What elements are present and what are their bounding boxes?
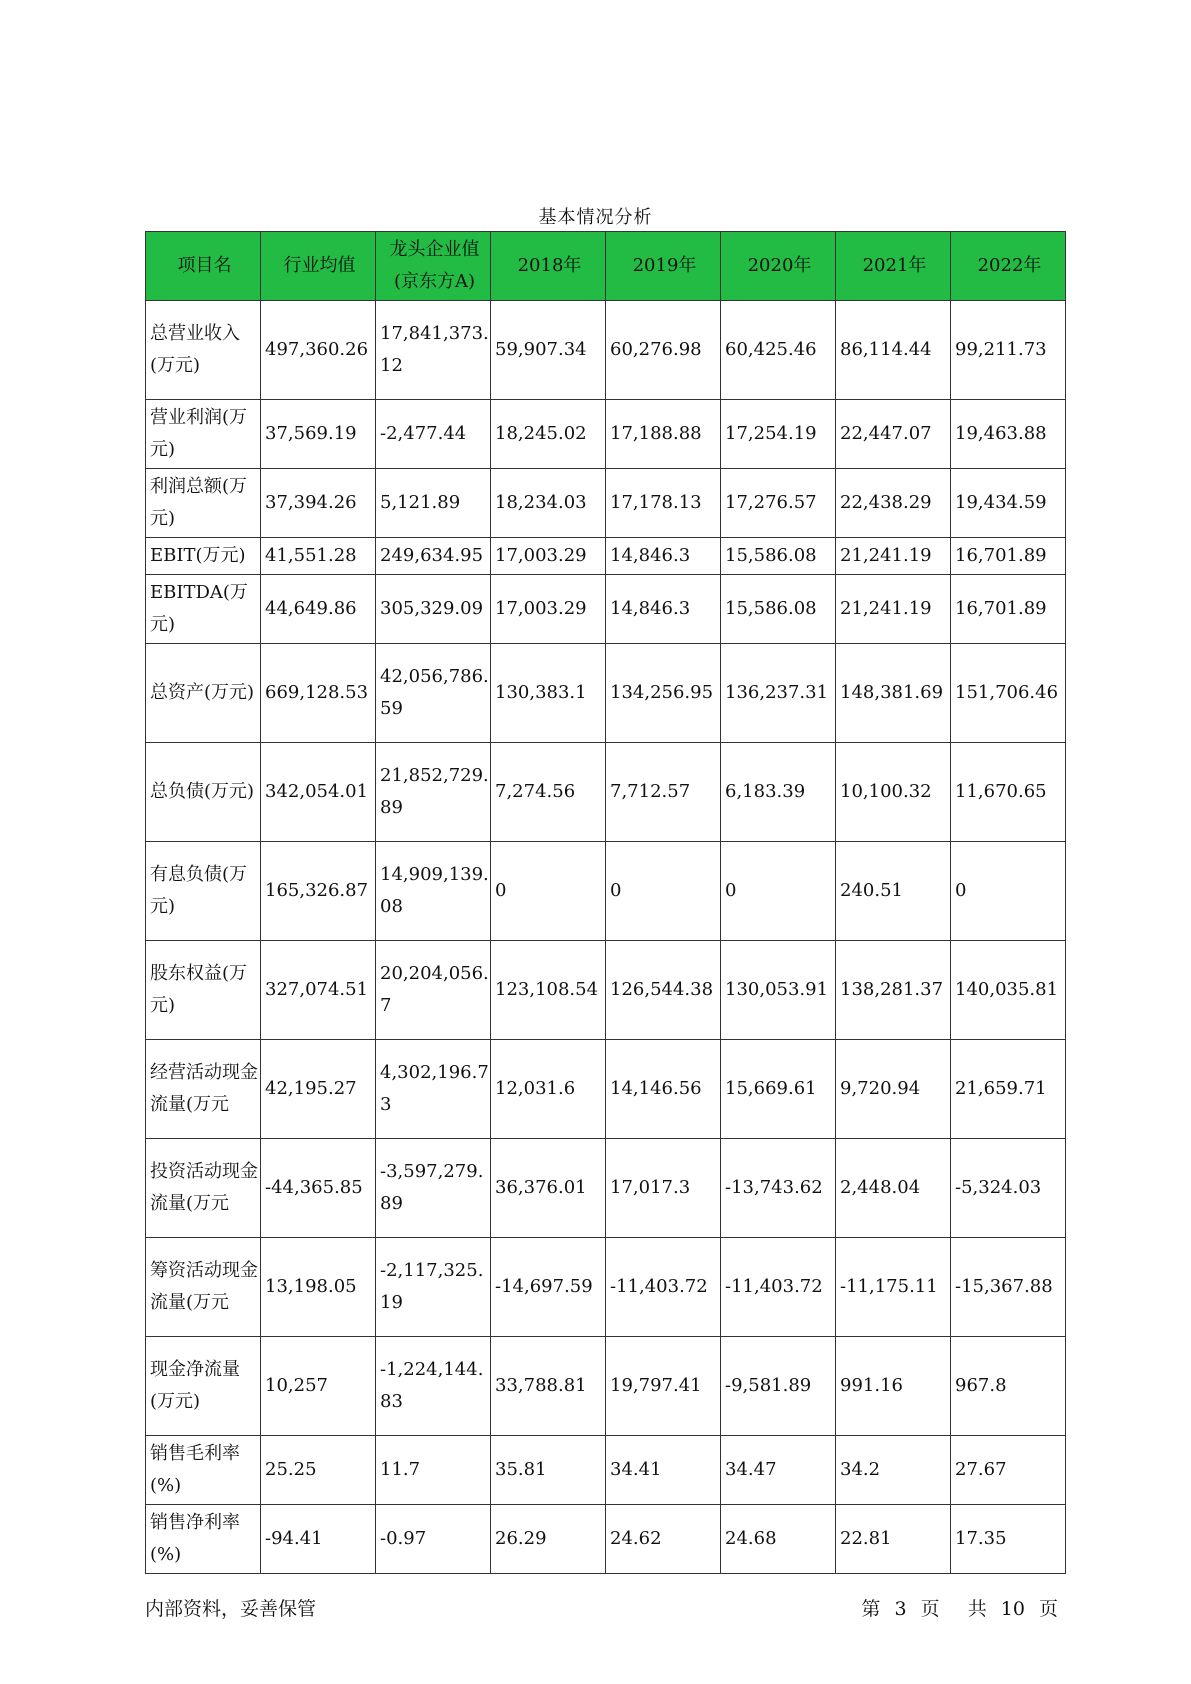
table-row bbox=[146, 538, 1066, 575]
row-label: 股东权益(万元) bbox=[146, 941, 261, 1040]
table-cell: 4,302,196.73 bbox=[376, 1040, 491, 1139]
table-cell: 17,003.29 bbox=[491, 575, 606, 644]
table-cell: 9,720.94 bbox=[836, 1040, 951, 1139]
table-cell: 37,569.19 bbox=[261, 400, 376, 469]
table-cell: 22.81 bbox=[836, 1505, 951, 1574]
table-cell: 34.2 bbox=[836, 1436, 951, 1505]
total-pages: 10 bbox=[1000, 1598, 1025, 1620]
table-row bbox=[146, 644, 1066, 743]
table-row bbox=[146, 575, 1066, 644]
table-cell: 26.29 bbox=[491, 1505, 606, 1574]
table-cell: -94.41 bbox=[261, 1505, 376, 1574]
table-cell: 0 bbox=[606, 842, 721, 941]
header-cell: 行业均值 bbox=[261, 232, 376, 301]
table-cell: -44,365.85 bbox=[261, 1139, 376, 1238]
header-cell: 2019年 bbox=[606, 232, 721, 301]
footer-page-info bbox=[861, 1594, 1058, 1621]
table-header-row bbox=[146, 232, 1066, 301]
footer-confidential-note: 内部资料，妥善保管 bbox=[145, 1598, 317, 1620]
table-cell: 136,237.31 bbox=[721, 644, 836, 743]
header-cell: 2021年 bbox=[836, 232, 951, 301]
table-cell: 99,211.73 bbox=[951, 301, 1066, 400]
table-cell: 11,670.65 bbox=[951, 743, 1066, 842]
table-cell: 7,274.56 bbox=[491, 743, 606, 842]
table-cell: 669,128.53 bbox=[261, 644, 376, 743]
table-cell: -2,477.44 bbox=[376, 400, 491, 469]
table-cell: 2,448.04 bbox=[836, 1139, 951, 1238]
table-cell: 17,003.29 bbox=[491, 538, 606, 575]
table-cell: 17,841,373.12 bbox=[376, 301, 491, 400]
table-cell: 15,586.08 bbox=[721, 538, 836, 575]
page-number: 3 bbox=[894, 1598, 907, 1620]
table-cell: -14,697.59 bbox=[491, 1238, 606, 1337]
table-cell: 18,245.02 bbox=[491, 400, 606, 469]
table-row bbox=[146, 400, 1066, 469]
table-cell: 0 bbox=[951, 842, 1066, 941]
table-cell: 130,383.1 bbox=[491, 644, 606, 743]
table-cell: 12,031.6 bbox=[491, 1040, 606, 1139]
row-label: 利润总额(万元) bbox=[146, 469, 261, 538]
table-cell: -11,403.72 bbox=[721, 1238, 836, 1337]
table-cell: 10,100.32 bbox=[836, 743, 951, 842]
table-cell: 60,276.98 bbox=[606, 301, 721, 400]
table-cell: 165,326.87 bbox=[261, 842, 376, 941]
table-cell: 148,381.69 bbox=[836, 644, 951, 743]
table-cell: 34.47 bbox=[721, 1436, 836, 1505]
table-row bbox=[146, 1238, 1066, 1337]
table-cell: 123,108.54 bbox=[491, 941, 606, 1040]
table-cell: 130,053.91 bbox=[721, 941, 836, 1040]
row-label: 经营活动现金流量(万元 bbox=[146, 1040, 261, 1139]
header-cell: 龙头企业值(京东方A) bbox=[376, 232, 491, 301]
table-cell: 86,114.44 bbox=[836, 301, 951, 400]
total-prefix: 共 bbox=[967, 1598, 987, 1620]
row-label: 现金净流量(万元) bbox=[146, 1337, 261, 1436]
table-cell: -13,743.62 bbox=[721, 1139, 836, 1238]
table-row bbox=[146, 1505, 1066, 1574]
table-cell: 21,659.71 bbox=[951, 1040, 1066, 1139]
table-cell: 35.81 bbox=[491, 1436, 606, 1505]
table-cell: 134,256.95 bbox=[606, 644, 721, 743]
table-cell: 11.7 bbox=[376, 1436, 491, 1505]
table-cell: 15,586.08 bbox=[721, 575, 836, 644]
table-cell: 140,035.81 bbox=[951, 941, 1066, 1040]
row-label: 总营业收入(万元) bbox=[146, 301, 261, 400]
table-cell: -5,324.03 bbox=[951, 1139, 1066, 1238]
table-caption: 基本情况分析 bbox=[538, 207, 653, 228]
table-row bbox=[146, 301, 1066, 400]
table-cell: 16,701.89 bbox=[951, 575, 1066, 644]
table-cell: 497,360.26 bbox=[261, 301, 376, 400]
row-label: 营业利润(万元) bbox=[146, 400, 261, 469]
table-cell: 21,852,729.89 bbox=[376, 743, 491, 842]
row-label: 总负债(万元) bbox=[146, 743, 261, 842]
page-prefix: 第 bbox=[861, 1598, 881, 1620]
table-cell: -0.97 bbox=[376, 1505, 491, 1574]
table-cell: 60,425.46 bbox=[721, 301, 836, 400]
table-cell: 17.35 bbox=[951, 1505, 1066, 1574]
table-cell: 151,706.46 bbox=[951, 644, 1066, 743]
table-row bbox=[146, 941, 1066, 1040]
table-cell: 42,056,786.59 bbox=[376, 644, 491, 743]
table-row bbox=[146, 469, 1066, 538]
row-label: 总资产(万元) bbox=[146, 644, 261, 743]
table-cell: 14,909,139.08 bbox=[376, 842, 491, 941]
table-cell: 14,846.3 bbox=[606, 538, 721, 575]
table-cell: 240.51 bbox=[836, 842, 951, 941]
table-row bbox=[146, 842, 1066, 941]
table-cell: 24.62 bbox=[606, 1505, 721, 1574]
table-cell: -3,597,279.89 bbox=[376, 1139, 491, 1238]
table-cell: 17,254.19 bbox=[721, 400, 836, 469]
table-cell: 42,195.27 bbox=[261, 1040, 376, 1139]
table-row bbox=[146, 1040, 1066, 1139]
table-cell: 59,907.34 bbox=[491, 301, 606, 400]
header-cell: 2020年 bbox=[721, 232, 836, 301]
table-cell: -11,175.11 bbox=[836, 1238, 951, 1337]
table-cell: 33,788.81 bbox=[491, 1337, 606, 1436]
table-cell: 138,281.37 bbox=[836, 941, 951, 1040]
table-cell: -1,224,144.83 bbox=[376, 1337, 491, 1436]
row-label: 投资活动现金流量(万元 bbox=[146, 1139, 261, 1238]
table-cell: 19,434.59 bbox=[951, 469, 1066, 538]
table-cell: 27.67 bbox=[951, 1436, 1066, 1505]
table-cell: 305,329.09 bbox=[376, 575, 491, 644]
table-cell: 327,074.51 bbox=[261, 941, 376, 1040]
table-cell: 17,017.3 bbox=[606, 1139, 721, 1238]
total-unit: 页 bbox=[1038, 1598, 1058, 1620]
table-cell: 36,376.01 bbox=[491, 1139, 606, 1238]
table-cell: 34.41 bbox=[606, 1436, 721, 1505]
table-cell: 249,634.95 bbox=[376, 538, 491, 575]
row-label: EBITDA(万元) bbox=[146, 575, 261, 644]
row-label: 销售毛利率(%) bbox=[146, 1436, 261, 1505]
header-cell: 2022年 bbox=[951, 232, 1066, 301]
table-cell: -15,367.88 bbox=[951, 1238, 1066, 1337]
table-cell: 17,188.88 bbox=[606, 400, 721, 469]
table-cell: 7,712.57 bbox=[606, 743, 721, 842]
table-cell: 0 bbox=[721, 842, 836, 941]
row-label: 有息负债(万元) bbox=[146, 842, 261, 941]
table-cell: 13,198.05 bbox=[261, 1238, 376, 1337]
table-cell: 15,669.61 bbox=[721, 1040, 836, 1139]
table-cell: 10,257 bbox=[261, 1337, 376, 1436]
row-label: 筹资活动现金流量(万元 bbox=[146, 1238, 261, 1337]
table-cell: 0 bbox=[491, 842, 606, 941]
table-cell: -2,117,325.19 bbox=[376, 1238, 491, 1337]
table-cell: 18,234.03 bbox=[491, 469, 606, 538]
page-unit: 页 bbox=[920, 1598, 940, 1620]
table-cell: 6,183.39 bbox=[721, 743, 836, 842]
table-cell: 19,463.88 bbox=[951, 400, 1066, 469]
table-cell: 126,544.38 bbox=[606, 941, 721, 1040]
table-cell: 44,649.86 bbox=[261, 575, 376, 644]
table-cell: 16,701.89 bbox=[951, 538, 1066, 575]
table-row bbox=[146, 1337, 1066, 1436]
header-cell: 2018年 bbox=[491, 232, 606, 301]
table-row bbox=[146, 1139, 1066, 1238]
table-cell: 21,241.19 bbox=[836, 538, 951, 575]
table-cell: 14,846.3 bbox=[606, 575, 721, 644]
table-cell: -11,403.72 bbox=[606, 1238, 721, 1337]
table-cell: 19,797.41 bbox=[606, 1337, 721, 1436]
table-cell: 17,178.13 bbox=[606, 469, 721, 538]
table-cell: 22,438.29 bbox=[836, 469, 951, 538]
table-cell: 991.16 bbox=[836, 1337, 951, 1436]
table-cell: 14,146.56 bbox=[606, 1040, 721, 1139]
table-cell: 5,121.89 bbox=[376, 469, 491, 538]
row-label: EBIT(万元) bbox=[146, 538, 261, 575]
table-cell: 20,204,056.7 bbox=[376, 941, 491, 1040]
header-cell: 项目名 bbox=[146, 232, 261, 301]
table-cell: -9,581.89 bbox=[721, 1337, 836, 1436]
table-cell: 37,394.26 bbox=[261, 469, 376, 538]
table-cell: 21,241.19 bbox=[836, 575, 951, 644]
analysis-table bbox=[145, 231, 1066, 1574]
table-cell: 41,551.28 bbox=[261, 538, 376, 575]
table-row bbox=[146, 1436, 1066, 1505]
table-cell: 17,276.57 bbox=[721, 469, 836, 538]
table-cell: 342,054.01 bbox=[261, 743, 376, 842]
row-label: 销售净利率(%) bbox=[146, 1505, 261, 1574]
table-cell: 24.68 bbox=[721, 1505, 836, 1574]
table-cell: 22,447.07 bbox=[836, 400, 951, 469]
table-cell: 967.8 bbox=[951, 1337, 1066, 1436]
table-row bbox=[146, 743, 1066, 842]
table-cell: 25.25 bbox=[261, 1436, 376, 1505]
